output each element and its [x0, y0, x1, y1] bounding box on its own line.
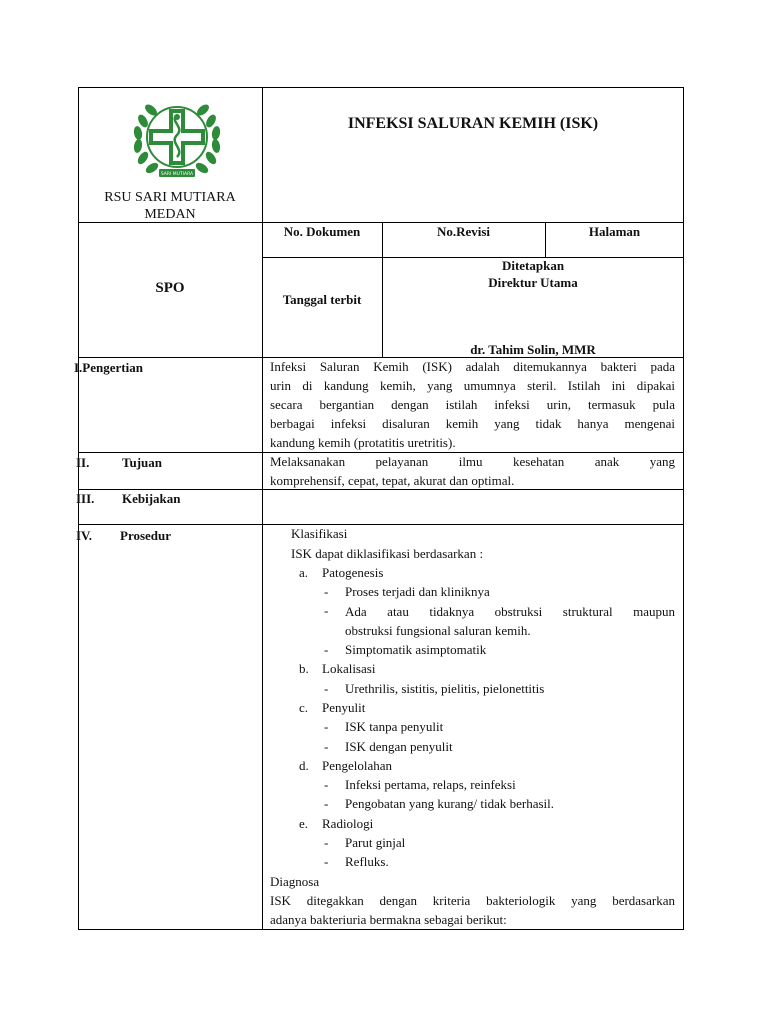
list-marker: c.	[299, 700, 309, 715]
direktur-label: Direktur Utama	[488, 275, 578, 290]
pengertian-text	[270, 357, 675, 452]
list-item: ISK dengan penyulit	[345, 739, 453, 754]
klasifikasi-intro: ISK dapat diklasifikasi berdasarkan :	[291, 546, 484, 561]
list-marker: d.	[299, 758, 309, 773]
bullet-dash: -	[324, 854, 329, 869]
signatory-name: dr. Tahim Solin, MMR	[470, 342, 596, 357]
tujuan-line: Melaksanakan pelayanan ilmu kesehatan anak yang	[270, 454, 675, 469]
list-item-patogenesis: Patogenesis	[322, 565, 384, 580]
tujuan-num: II.	[76, 455, 90, 470]
col-no-revisi: No.Revisi	[436, 224, 491, 239]
svg-text:SARI MUTIARA: SARI MUTIARA	[160, 172, 194, 177]
bullet-dash: -	[324, 796, 329, 811]
diagnosa-line: adanya bakteriuria bermakna sebagai berikut:	[270, 912, 507, 927]
hospital-logo	[129, 91, 225, 187]
klasifikasi-heading: Klasifikasi	[291, 526, 348, 541]
spo-label: SPO	[155, 280, 185, 296]
kebijakan-num: III.	[76, 491, 95, 506]
col-no-dokumen: No. Dokumen	[283, 224, 361, 239]
list-item-line: Ada atau tidaknya obstruksi struktural maupun	[345, 604, 675, 619]
hospital-name-line2: MEDAN	[144, 207, 196, 222]
pengertian-line: berbagai infeksi disaluran kemih yang tidak hanya mengenai	[270, 416, 675, 431]
list-item: Proses terjadi dan kliniknya	[345, 584, 490, 599]
diagnosa-heading: Diagnosa	[270, 874, 320, 889]
list-item: ISK tanpa penyulit	[345, 719, 444, 734]
list-item: Pengobatan yang kurang/ tidak berhasil.	[345, 796, 555, 811]
section-line-prosedur	[78, 524, 684, 525]
pengertian-label: I.Pengertian	[74, 360, 143, 375]
pengertian-line: secara bergantian dengan istilah infeksi urin, termasuk pula	[270, 397, 675, 412]
tujuan-text	[270, 452, 675, 490]
list-marker: b.	[299, 661, 309, 676]
tujuan-line: komprehensif, cepat, tepat, akurat dan optimal.	[270, 473, 515, 488]
list-item: Simptomatik asimptomatik	[345, 642, 487, 657]
tujuan-label: Tujuan	[122, 455, 162, 470]
diagnosa-text	[270, 891, 675, 929]
list-item-lokalisasi: Lokalisasi	[322, 661, 376, 676]
pengertian-line: kandung kemih (protatitis uretritis).	[270, 435, 456, 450]
bullet-dash: -	[324, 642, 329, 657]
bullet-dash: -	[324, 584, 329, 599]
prosedur-num: IV.	[76, 528, 93, 543]
bullet-dash: -	[324, 777, 329, 792]
list-item-obstruksi	[345, 602, 675, 640]
document-title: INFEKSI SALURAN KEMIH (ISK)	[347, 115, 599, 132]
list-marker: e.	[299, 816, 309, 831]
tanggal-terbit-label: Tanggal terbit	[282, 292, 362, 307]
diagnosa-line: ISK ditegakkan dengan kriteria bakteriologik yang berdasarkan	[270, 893, 675, 908]
pengertian-line: Infeksi Saluran Kemih (ISK) adalah ditemukannya bakteri pada	[270, 359, 675, 374]
bullet-dash: -	[324, 835, 329, 850]
list-item: Parut ginjal	[345, 835, 406, 850]
list-marker: a.	[299, 565, 309, 580]
column-divider	[262, 87, 263, 930]
list-item: Infeksi pertama, relaps, reinfeksi	[345, 777, 516, 792]
bullet-dash: -	[324, 603, 329, 618]
list-item-pengelolahan: Pengelolahan	[322, 758, 393, 773]
hospital-name	[78, 189, 262, 223]
pengertian-line: urin di kandung kemih, yang umumnya steril. Istilah ini dipakai	[270, 378, 675, 393]
prosedur-label: Prosedur	[120, 528, 172, 543]
list-item-radiologi: Radiologi	[322, 816, 374, 831]
list-item: Refluks.	[345, 854, 389, 869]
list-item-line: obstruksi fungsional saluran kemih.	[345, 623, 531, 638]
kebijakan-label: Kebijakan	[122, 491, 181, 506]
list-item: Urethrilis, sistitis, pielitis, pielonettitis	[345, 681, 545, 696]
list-item-penyulit: Penyulit	[322, 700, 366, 715]
col-halaman: Halaman	[588, 224, 641, 239]
hospital-name-line1: RSU SARI MUTIARA	[104, 190, 236, 205]
bullet-dash: -	[324, 681, 329, 696]
bullet-dash: -	[324, 719, 329, 734]
bullet-dash: -	[324, 739, 329, 754]
ditetapkan-label: Ditetapkan	[501, 258, 565, 273]
